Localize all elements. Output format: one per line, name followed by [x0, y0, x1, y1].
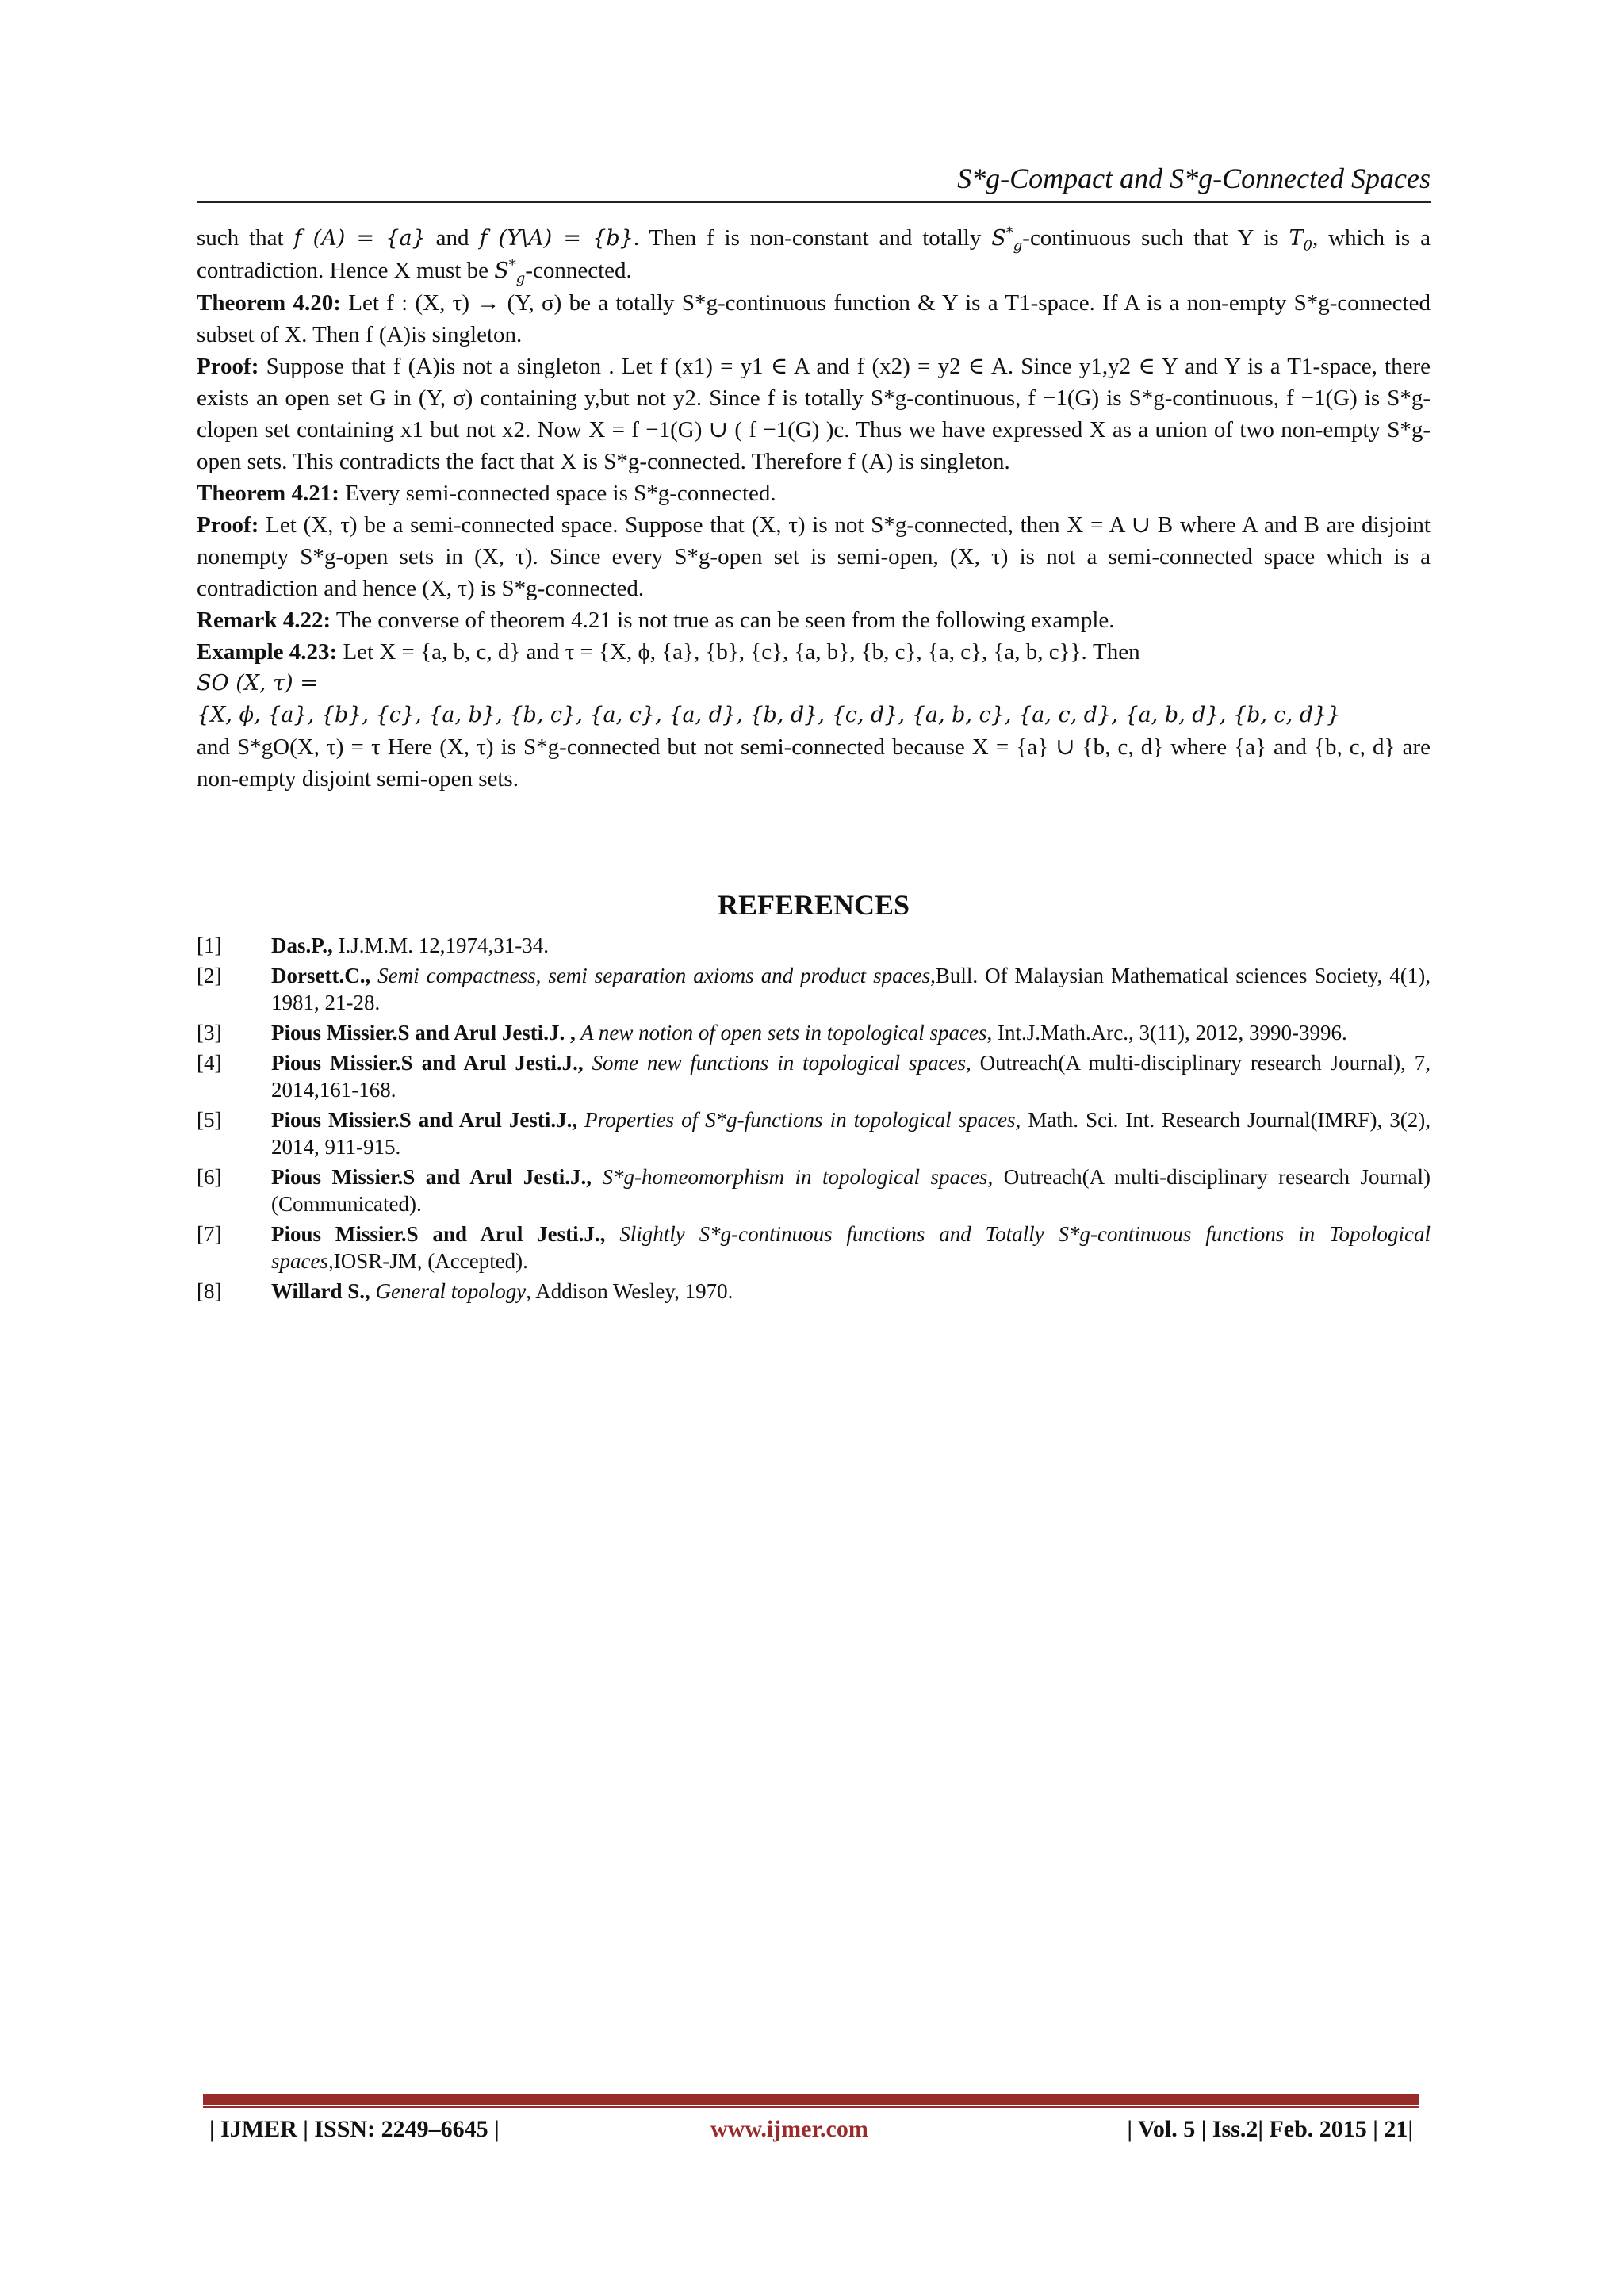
footer-bar [203, 2094, 1419, 2105]
reference-body [271, 932, 1431, 959]
remark-text: The converse of theorem 4.21 is not true as can be seen from the following example. [331, 608, 1115, 633]
example-4-23 [197, 636, 1431, 668]
reference-source: I.J.M.M. 12,1974,31-34. [332, 933, 550, 957]
journal-website-link[interactable]: www.ijmer.com [710, 2116, 868, 2142]
reference-item [197, 1163, 1431, 1217]
math-expr: $S^*_g$ [494, 257, 526, 287]
reference-item [197, 1278, 1431, 1305]
theorem-label: Theorem 4.21: [197, 481, 339, 506]
reference-item [197, 1019, 1431, 1046]
references-heading: REFERENCES [717, 889, 910, 921]
reference-number: [5] [197, 1108, 222, 1132]
proof-4-21 [197, 509, 1431, 604]
text-run: and [425, 225, 480, 251]
reference-author: Pious Missier.S and Arul Jesti.J., [271, 1222, 606, 1246]
reference-item [197, 1221, 1431, 1274]
proof-label: Proof: [197, 512, 259, 538]
reference-body [271, 1278, 1431, 1305]
reference-item [197, 1106, 1431, 1160]
reference-source: , Addison Wesley, 1970. [526, 1279, 733, 1303]
example-conclusion: and S*gO(X, τ) = τ Here (X, τ) is S*g-connected but not semi-connected because X = {a} ∪ {b, c, d} where {a} and {b, c, d} are non-empty disjoint semi-open sets. [197, 734, 1431, 792]
paragraph-conclusion [197, 222, 1431, 287]
reference-number: [4] [197, 1051, 222, 1075]
text-run: such that [197, 225, 294, 251]
reference-title: Some new functions in topological spaces, [583, 1051, 971, 1075]
page-header [197, 152, 1431, 203]
proof-4-20 [197, 351, 1431, 477]
reference-source: Math. Sci. Int. Research Journal(IMRF), 3(2), 2014, 911-915. [271, 1108, 1431, 1159]
journal-info: | IJMER | ISSN: 2249–6645 | [209, 2116, 500, 2142]
page-footer [203, 2116, 1419, 2148]
reference-body [271, 1106, 1431, 1160]
reference-number: [3] [197, 1021, 222, 1045]
reference-body [271, 1221, 1431, 1274]
reference-author: Das.P., [271, 933, 333, 957]
reference-item [197, 932, 1431, 959]
reference-body [271, 1163, 1431, 1217]
remark-label: Remark 4.22: [197, 608, 331, 633]
reference-item [197, 962, 1431, 1016]
reference-author: Pious Missier.S and Arul Jesti.J., [271, 1165, 592, 1189]
example-label: Example 4.23: [197, 639, 338, 665]
reference-title: A new notion of open sets in topological spaces [575, 1021, 987, 1045]
reference-source: IOSR-JM, (Accepted). [333, 1249, 528, 1273]
math-expr: f (A) = {a} [293, 226, 426, 251]
text-run: , which is a contradiction. Hence X must be [197, 225, 1431, 283]
reference-item [197, 1049, 1431, 1103]
reference-number: [7] [197, 1222, 222, 1246]
reference-author: Pious Missier.S and Arul Jesti.J., [271, 1051, 584, 1075]
math-expr: $T_0$ [1289, 226, 1312, 255]
reference-list [197, 932, 1431, 1308]
math-expr: $S^*_g$ [991, 224, 1023, 255]
so-set: {X, ϕ, {a}, {b}, {c}, {a, b}, {b, c}, {a, c}, {a, d}, {b, d}, {c, d}, {a, b, c}, {a, c, d}, {a, b, d}, {b, c, d}} [197, 703, 1341, 727]
reference-number: [6] [197, 1165, 222, 1189]
reference-author: Pious Missier.S and Arul Jesti.J. , [271, 1021, 576, 1045]
reference-number: [2] [197, 964, 222, 987]
reference-source: , Int.J.Math.Arc., 3(11), 2012, 3990-3996. [986, 1021, 1347, 1045]
text-run: -connected. [525, 258, 632, 283]
reference-source: Bull. Of Malaysian Mathematical sciences Society, 4(1), 1981, 21-28. [271, 964, 1431, 1014]
issue-page-info: | Vol. 5 | Iss.2| Feb. 2015 | 21| [1127, 2116, 1413, 2142]
reference-number: [8] [197, 1279, 222, 1303]
text-run: . Then f is non-constant and totally [633, 225, 992, 251]
reference-source: Outreach(A multi-disciplinary research Journal) (Communicated). [271, 1165, 1431, 1216]
proof-text: Let (X, τ) be a semi-connected space. Suppose that (X, τ) is not S*g-connected, then X = A ∪ B where A and B are disjoint nonempty S*g-open sets in (X, τ). Since every S*g-open set is semi-open, (X, τ) is not a semi-connected space which is a contradiction and hence (X, τ) is S*g-connected. [197, 512, 1431, 601]
footer-divider [203, 2106, 1419, 2108]
proof-text: Suppose that f (A)is not a singleton . Let f (x1) = y1 ∈ A and f (x2) = y2 ∈ A. Since y1,y2 ∈ Y and Y is a T1-space, there exists an open set G in (Y, σ) containing y,but not y2. Since f is totally S*g-continuous, f −1(G) is S*g-continuous, f −1(G) is S*g-clopen set containing x1 but not x2. Now X = f −1(G) ∪ ( f −1(G) )c. Thus we have expressed X as a union of two non-empty S*g-open sets. This contradicts the fact that X is S*g-connected. Therefore f (A) is singleton. [197, 354, 1431, 474]
reference-body [271, 962, 1431, 1016]
reference-body [271, 1019, 1431, 1046]
proof-label: Proof: [197, 354, 259, 379]
reference-title: Slightly S*g-continuous functions and Totally S*g-continuous functions in Topological spaces, [271, 1222, 1431, 1273]
example-text: Let X = {a, b, c, d} and τ = {X, ϕ, {a}, {b}, {c}, {a, b}, {b, c}, {a, c}, {a, b, c}}. Then [337, 639, 1140, 665]
reference-author: Dorsett.C., [271, 964, 371, 987]
reference-title: S*g-homeomorphism in topological spaces, [592, 1165, 994, 1189]
theorem-text: Every semi-connected space is S*g-connected. [339, 481, 776, 506]
reference-body [271, 1049, 1431, 1103]
so-line: SO (X, τ) = [197, 671, 318, 696]
math-expr: f (Y\A) = {b} [479, 226, 634, 251]
running-title: S*g-Compact and S*g-Connected Spaces [957, 163, 1431, 194]
reference-title: General topology [370, 1279, 527, 1303]
reference-source: Outreach(A multi-disciplinary research Journal), 7, 2014,161-168. [271, 1051, 1431, 1102]
main-text [197, 222, 1431, 795]
reference-number: [1] [197, 933, 222, 957]
theorem-label: Theorem 4.20: [197, 290, 341, 316]
theorem-text: Let f : (X, τ) → (Y, σ) be a totally S*g-continuous function & Y is a T1-space. If A is a non-empty S*g-connected subset of X. Then f (A)is singleton. [197, 290, 1431, 347]
reference-author: Pious Missier.S and Arul Jesti.J., [271, 1108, 578, 1132]
reference-title: Semi compactness, semi separation axioms and product spaces, [370, 964, 936, 987]
theorem-4-20 [197, 287, 1431, 351]
theorem-4-21 [197, 477, 1431, 509]
reference-title: Properties of S*g-functions in topological spaces, [577, 1108, 1021, 1132]
remark-4-22 [197, 604, 1431, 636]
reference-author: Willard S., [271, 1279, 370, 1303]
text-run: -continuous such that Y is [1022, 225, 1289, 251]
